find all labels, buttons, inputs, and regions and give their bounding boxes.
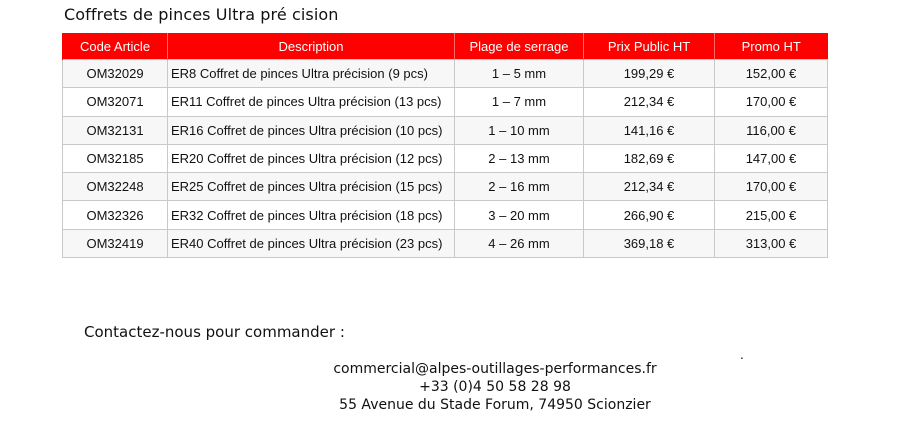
cell-range: 1 – 10 mm [455,116,584,144]
cell-description: ER11 Coffret de pinces Ultra précision (13 pcs) [168,88,455,116]
contact-email-link[interactable]: commercial@alpes-outillages-performances.fr [333,361,657,377]
table-row [63,88,828,116]
cell-promo-price: 170,00 € [715,88,828,116]
cell-code: OM32029 [63,60,168,88]
cell-code: OM32248 [63,173,168,201]
cell-public-price: 141,16 € [584,116,715,144]
cell-public-price: 212,34 € [584,88,715,116]
table-row [63,173,828,201]
cell-code: OM32326 [63,201,168,229]
cell-promo-price: 313,00 € [715,229,828,257]
cell-description: ER20 Coffret de pinces Ultra précision (12 pcs) [168,144,455,172]
contact-phone: +33 (0)4 50 58 28 98 [419,379,571,395]
header-promo: Promo HT [715,33,828,60]
table-header-row [63,33,828,60]
document-title: Coffrets de pinces Ultra pré cision [64,5,339,24]
cell-public-price: 182,69 € [584,144,715,172]
price-table [62,33,828,258]
cell-range: 2 – 16 mm [455,173,584,201]
header-prix-public: Prix Public HT [584,33,715,60]
cell-public-price: 266,90 € [584,201,715,229]
cell-public-price: 212,34 € [584,173,715,201]
cell-promo-price: 215,00 € [715,201,828,229]
cell-description: ER32 Coffret de pinces Ultra précision (18 pcs) [168,201,455,229]
table-row [63,116,828,144]
header-code-article: Code Article [63,33,168,60]
stray-dot: . [740,348,744,362]
cell-description: ER16 Coffret de pinces Ultra précision (10 pcs) [168,116,455,144]
cell-description: ER25 Coffret de pinces Ultra précision (15 pcs) [168,173,455,201]
cell-description: ER8 Coffret de pinces Ultra précision (9 pcs) [168,60,455,88]
cell-promo-price: 147,00 € [715,144,828,172]
cell-range: 3 – 20 mm [455,201,584,229]
contact-address: 55 Avenue du Stade Forum, 74950 Scionzier [339,397,651,413]
contact-heading: Contactez-nous pour commander : [84,323,345,341]
table-row [63,201,828,229]
cell-range: 1 – 5 mm [455,60,584,88]
cell-description: ER40 Coffret de pinces Ultra précision (23 pcs) [168,229,455,257]
contact-block [300,360,690,414]
cell-code: OM32419 [63,229,168,257]
cell-range: 4 – 26 mm [455,229,584,257]
table-row [63,144,828,172]
cell-code: OM32131 [63,116,168,144]
cell-promo-price: 116,00 € [715,116,828,144]
cell-code: OM32185 [63,144,168,172]
header-description: Description [168,33,455,60]
cell-range: 2 – 13 mm [455,144,584,172]
header-plage-de-serrage: Plage de serrage [455,33,584,60]
table-row [63,229,828,257]
cell-public-price: 369,18 € [584,229,715,257]
cell-range: 1 – 7 mm [455,88,584,116]
cell-promo-price: 170,00 € [715,173,828,201]
cell-public-price: 199,29 € [584,60,715,88]
cell-code: OM32071 [63,88,168,116]
cell-promo-price: 152,00 € [715,60,828,88]
table-row [63,60,828,88]
